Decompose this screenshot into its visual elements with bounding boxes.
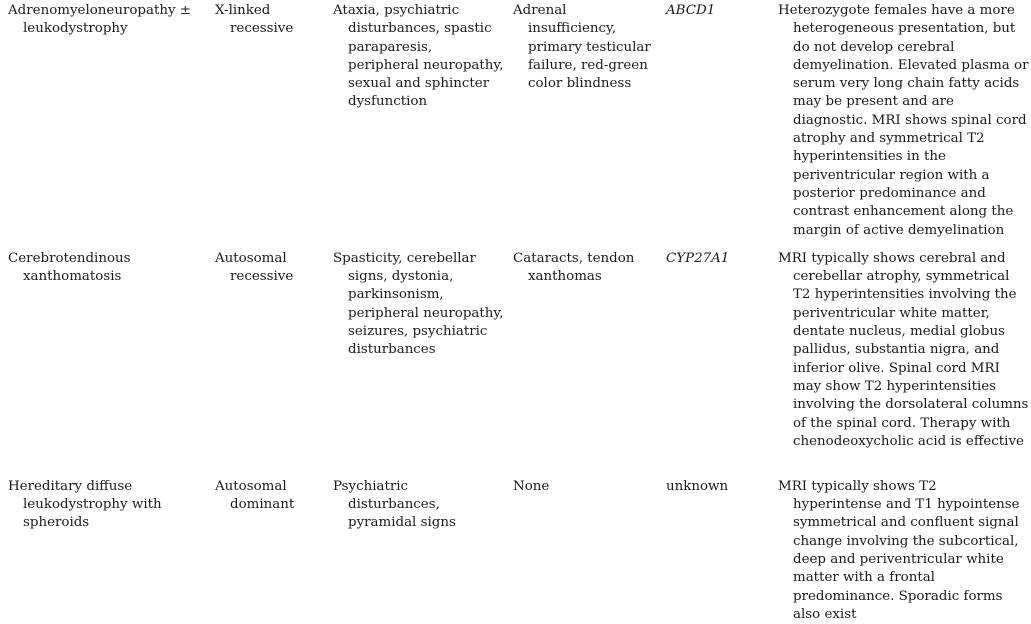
gene: CYP27A1 <box>666 250 730 266</box>
notes: Heterozygote females have a more heterogeneous presentation, but do not develop cerebral demyelination. Elevated plasma or serum very long chain fatty acids may be present and are diagnostic. MRI shows spinal cord atrophy and symmetrical T2 hyperintensities in the periventricular region with a posterior predominance and contrast enhancement along the margin of active demyelination <box>778 3 1029 238</box>
notes: MRI typically shows cerebral and cerebellar atrophy, symmetrical T2 hyperintensities involving the periventricular white matter, dentate nucleus, medial globus pallidus, substantia nigra, and inferior olive. Spinal cord MRI may show T2 hyperintensities involving the dorsolateral columns of the spinal cord. Therapy with chenodeoxycholic acid is effective <box>778 250 1029 449</box>
other-features: Adrenal insufficiency, primary testicular failure, red-green color blindness <box>513 3 651 92</box>
other-features: Cataracts, tendon xanthomas <box>513 250 635 285</box>
disease-name: Hereditary diffuse leukodystrophy with spheroids <box>8 478 162 531</box>
gene: unknown <box>666 478 729 494</box>
table-row <box>0 0 1031 240</box>
neurological-features: Psychiatric disturbances, pyramidal signs <box>333 478 456 531</box>
disease-name: Adrenomyeloneuropathy ± leukodystrophy <box>8 3 192 37</box>
table-row <box>0 240 1031 468</box>
other-features: None <box>513 478 550 494</box>
notes: MRI typically shows T2 hyperintense and T1 hypointense symmetrical and confluent signal change involving the subcortical, deep and periventricular white matter with a frontal predominance. Sporadic forms also exist <box>778 478 1020 622</box>
inheritance: X-linked recessive <box>215 3 294 37</box>
neurological-features: Ataxia, psychiatric disturbances, spastic paraparesis, peripheral neuropathy, sexual and sphincter dysfunction <box>333 3 504 110</box>
neurological-features: Spasticity, cerebellar signs, dystonia, parkinsonism, peripheral neuropathy, seizures, psychiatric disturbances <box>333 250 504 358</box>
disease-name: Cerebrotendinous xanthomatosis <box>8 250 131 285</box>
inheritance: Autosomal dominant <box>215 478 295 513</box>
inheritance: Autosomal recessive <box>215 250 294 285</box>
table-row <box>0 468 1031 624</box>
gene: ABCD1 <box>666 3 716 18</box>
